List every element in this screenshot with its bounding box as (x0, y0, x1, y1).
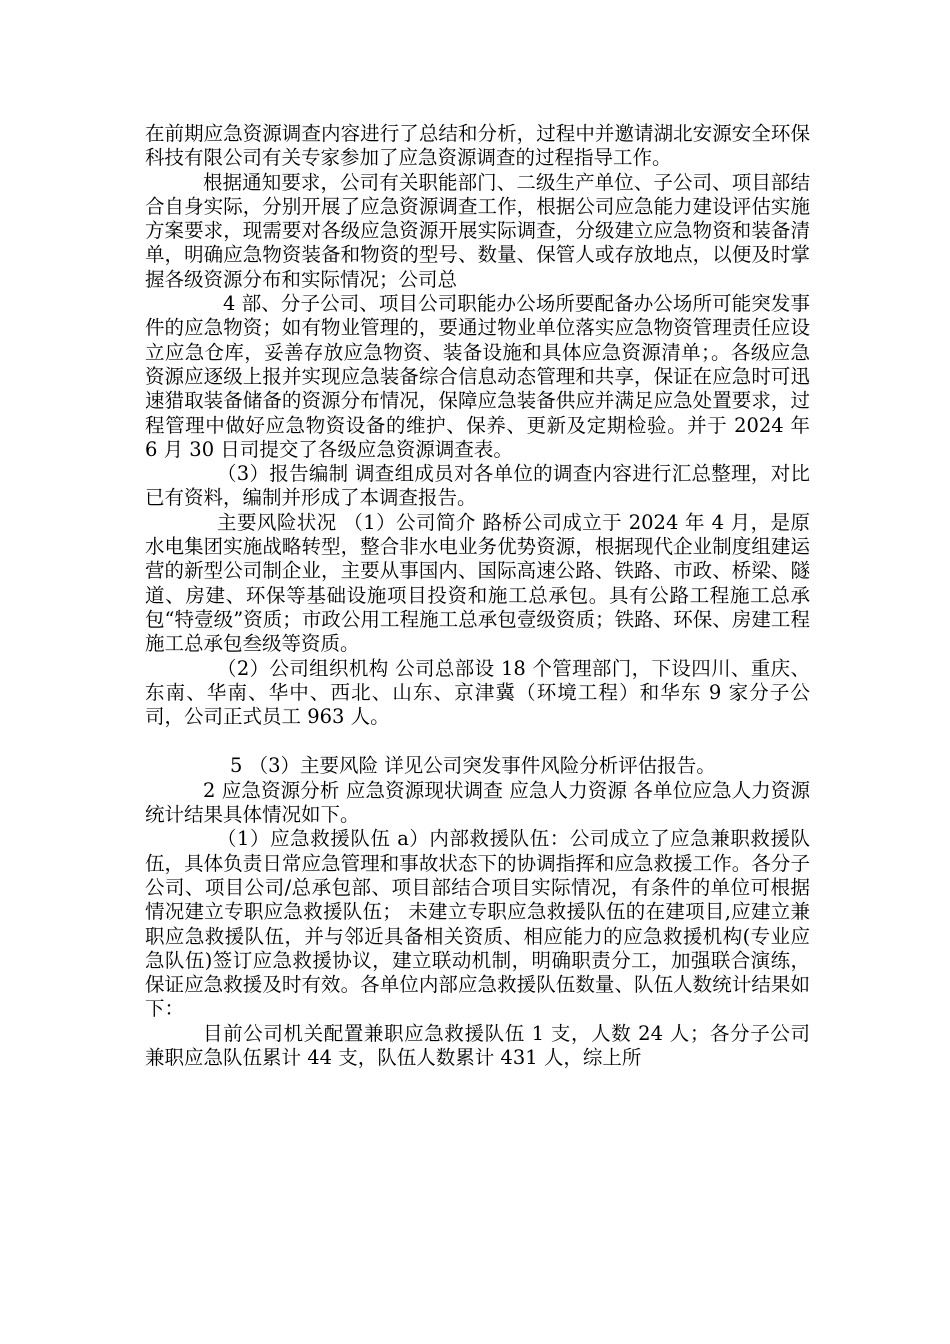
paragraph-notice: 根据通知要求，公司有关职能部门、二级生产单位、子公司、项目部结合自身实际，分别开展了应急资源调查工作，根据公司应急能力建设评估实施方案要求，现需要对各级应急资源开展实际调查，分级建立应急物资和装备清单，明确应急物资装备和物资的型号、数量、保管人或存放地点，以便及时掌握各级资源分布和实际情况；公司总 (145, 170, 810, 291)
paragraph-main-risks: 5 （3）主要风险 详见公司突发事件风险分析评估报告。 (230, 754, 716, 778)
paragraph-gap (145, 729, 810, 754)
paragraph-intro: 在前期应急资源调查内容进行了总结和分析，过程中并邀请湖北安源安全环保科技有限公司有关专家参加了应急资源调查的过程指导工作。 (145, 122, 810, 170)
paragraph-team-statistics: 目前公司机关配置兼职应急救援队伍 1 支，人数 24 人；各分子公司兼职应急队伍累计 44 支，队伍人数累计 431 人，综上所 (145, 1021, 810, 1069)
document-body (145, 122, 810, 1070)
paragraph-materials: 4 部、分子公司、项目公司职能办公场所要配备办公场所可能突发事件的应急物资；如有物业管理的，要通过物业单位落实应急物资管理责任应设立应急仓库，妥善存放应急物资、装备设施和具体应急资源清单；。各级应急资源应逐级上报并实现应急装备综合信息动态管理和共享，保证在应急时可迅速猎取装备储备的资源分布情况，保障应急装备供应并满足应急处置要求，过程管理中做好应急物资设备的维护、保养、更新及定期检验。并于 2024 年 6 月 30 日司提交了各级应急资源调查表。 (145, 292, 810, 461)
paragraph-company-profile: 主要风险状况 （1）公司简介 路桥公司成立于 2024 年 4 月，是原水电集团实施战略转型，整合非水电业务优势资源，根据现代企业制度组建运营的新型公司制企业，主要从事国内、国际高速公路、铁路、市政、桥梁、隧道、房建、环保等基础设施项目投资和施工总承包。具有公路工程施工总承包“特壹级”资质；市政公用工程施工总承包壹级资质；铁路、环保、房建工程施工总承包叁级等资质。 (145, 510, 810, 656)
paragraph-rescue-teams: （1）应急救援队伍 a）内部救援队伍：公司成立了应急兼职救援队伍，具体负责日常应急管理和事故状态下的协调指挥和应急救援工作。各分子公司、项目公司/总承包部、项目部结合项目实际情况，有条件的单位可根据情况建立专职应急救援队伍； 未建立专职应急救援队伍的在建项目,应建立兼职应急救援队伍，并与邻近具备相关资质、相应能力的应急救援机构(专业应急队伍)签订应急救援协议，建立联动机制，明确职责分工，加强联合演练，保证应急救援及时有效。各单位内部应急救援队伍数量、队伍人数统计结果如下： (145, 827, 810, 1021)
paragraph-resource-analysis: 2 应急资源分析 应急资源现状调查 应急人力资源 各单位应急人力资源统计结果具体情况如下。 (145, 778, 810, 827)
paragraph-organization: （2）公司组织机构 公司总部设 18 个管理部门，下设四川、重庆、东南、华南、华中、西北、山东、京津冀（环境工程）和华东 9 家分子公司，公司正式员工 963 人。 (145, 656, 810, 729)
paragraph-report-compile: （3）报告编制 调查组成员对各单位的调查内容进行汇总整理，对比已有资料，编制并形成了本调查报告。 (145, 462, 810, 510)
